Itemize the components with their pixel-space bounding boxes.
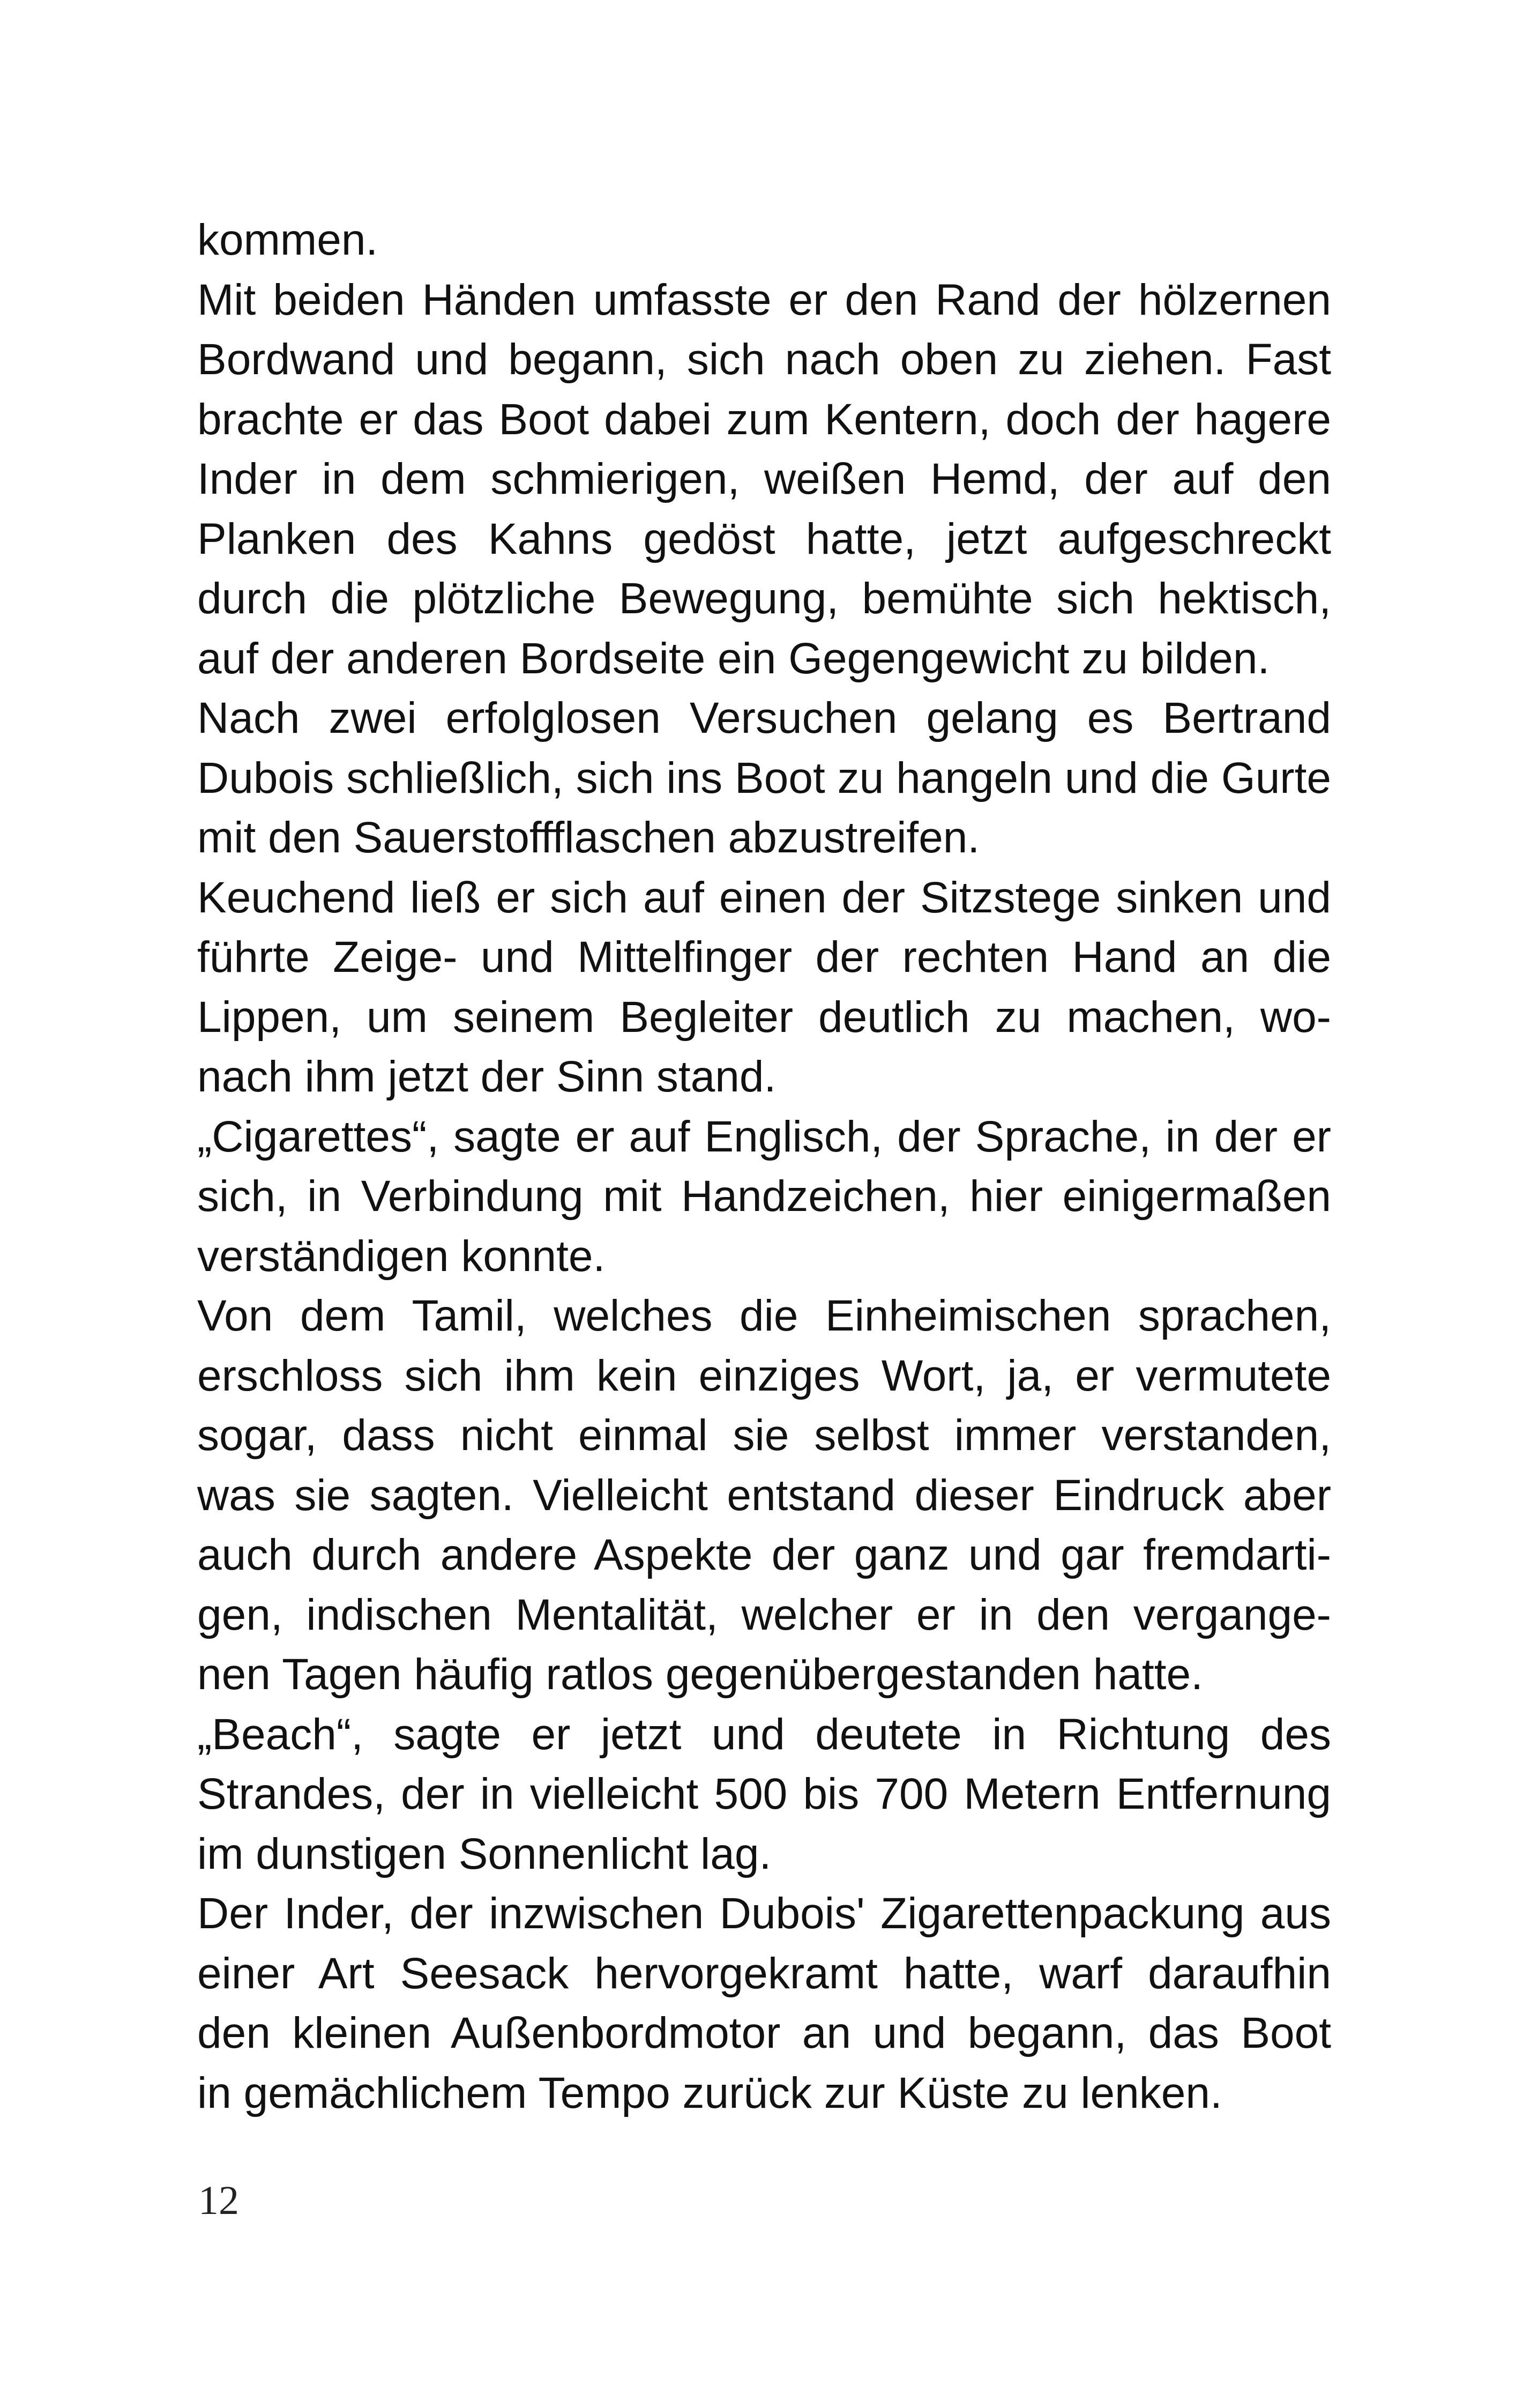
text-line: Nach zwei erfolglosen Versuchen gelang es Bertrand bbox=[197, 694, 1331, 742]
paragraph bbox=[197, 1705, 1331, 1884]
text-line: verständigen konnte. bbox=[197, 1231, 606, 1281]
text-line: Keuchend ließ er sich auf einen der Sitzstege sinken und bbox=[197, 873, 1331, 922]
text-line: „Cigarettes“, sagte er auf Englisch, der Sprache, in der er bbox=[197, 1112, 1331, 1161]
paragraph bbox=[197, 270, 1331, 689]
text-line: Inder in dem schmierigen, weißen Hemd, der auf den bbox=[197, 455, 1331, 503]
text-line: nach ihm jetzt der Sinn stand. bbox=[197, 1052, 777, 1101]
text-line: Lippen, um seinem Begleiter deutlich zu machen, wo- bbox=[197, 992, 1331, 1042]
text-line: nen Tagen häufig ratlos gegenübergestanden hatte. bbox=[197, 1650, 1203, 1699]
text-line: einer Art Seesack hervorgekramt hatte, warf daraufhin bbox=[197, 1949, 1331, 1998]
text-line: Mit beiden Händen umfasste er den Rand der hölzernen bbox=[197, 275, 1331, 324]
text-line: Dubois schließlich, sich ins Boot zu hangeln und die Gurte bbox=[197, 753, 1331, 802]
text-line: in gemächlichem Tempo zurück zur Küste zu lenken. bbox=[197, 2068, 1222, 2117]
text-line: „Beach“, sagte er jetzt und deutete in Richtung des bbox=[197, 1710, 1331, 1759]
text-line: auch durch andere Aspekte der ganz und gar fremdarti- bbox=[197, 1530, 1331, 1579]
paragraph bbox=[197, 1107, 1331, 1287]
text-line: Planken des Kahns gedöst hatte, jetzt aufgeschreckt bbox=[197, 514, 1331, 563]
text-line: den kleinen Außenbordmotor an und begann, das Boot bbox=[197, 2009, 1331, 2057]
text-line: erschloss sich ihm kein einziges Wort, ja, er vermutete bbox=[197, 1351, 1331, 1400]
text-line: was sie sagten. Vielleicht entstand dieser Eindruck aber bbox=[197, 1470, 1331, 1520]
paragraph bbox=[197, 1286, 1331, 1705]
paragraph bbox=[197, 210, 1331, 270]
text-line: Bordwand und begann, sich nach oben zu ziehen. Fast bbox=[197, 335, 1331, 384]
text-line: führte Zeige- und Mittelfinger der rechten Hand an die bbox=[197, 933, 1331, 982]
paragraph bbox=[197, 688, 1331, 868]
text-line: im dunstigen Sonnenlicht lag. bbox=[197, 1829, 772, 1878]
text-line: Von dem Tamil, welches die Einheimischen sprachen, bbox=[197, 1291, 1331, 1340]
text-line: sich, in Verbindung mit Handzeichen, hier einigermaßen bbox=[197, 1172, 1331, 1221]
page-number: 12 bbox=[198, 2178, 239, 2223]
text-line: Strandes, der in vielleicht 500 bis 700 Metern Entfernung bbox=[197, 1770, 1331, 1818]
text-line: brachte er das Boot dabei zum Kentern, doch der hagere bbox=[197, 395, 1331, 444]
paragraph bbox=[197, 1884, 1331, 2123]
text-line: gen, indischen Mentalität, welcher er in den vergange- bbox=[197, 1590, 1331, 1639]
text-line: durch die plötzliche Bewegung, bemühte sich hektisch, bbox=[197, 574, 1331, 623]
text-line: sogar, dass nicht einmal sie selbst immer verstanden, bbox=[197, 1411, 1331, 1460]
text-line: auf der anderen Bordseite ein Gegengewicht zu bilden. bbox=[197, 634, 1270, 683]
paragraph bbox=[197, 868, 1331, 1107]
body-text bbox=[197, 210, 1331, 2123]
text-line: Der Inder, der inzwischen Dubois' Zigarettenpackung aus bbox=[197, 1889, 1331, 1938]
text-line: mit den Sauerstoffflaschen abzustreifen. bbox=[197, 813, 980, 862]
text-line: kommen. bbox=[197, 215, 378, 264]
